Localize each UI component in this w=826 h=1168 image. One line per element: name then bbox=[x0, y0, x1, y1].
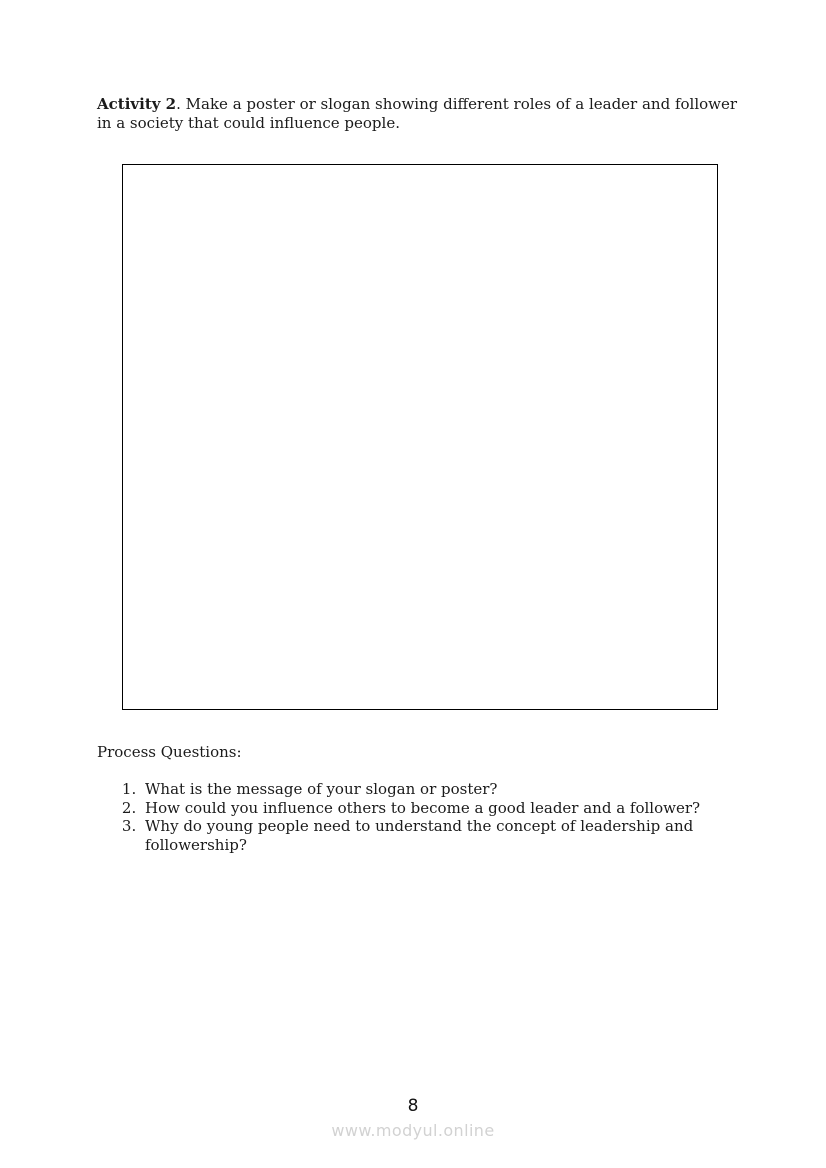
process-questions-heading: Process Questions: bbox=[97, 743, 242, 761]
activity-line-1 bbox=[97, 95, 737, 114]
activity-instruction-text: . Make a poster or slogan showing different roles of a leader and follower bbox=[176, 95, 738, 113]
question-item-1 bbox=[141, 780, 786, 799]
question-3-text-line-2: followership? bbox=[145, 835, 247, 854]
process-questions-list bbox=[97, 780, 786, 854]
question-2-text: How could you influence others to become a good leader and a follower? bbox=[145, 798, 701, 817]
watermark-text: www.modyul.online bbox=[331, 1121, 495, 1140]
activity-instructions bbox=[97, 95, 737, 132]
question-item-2 bbox=[141, 799, 786, 818]
poster-drawing-box bbox=[122, 164, 718, 710]
question-item-3 bbox=[141, 817, 786, 854]
question-1-text: What is the message of your slogan or poster? bbox=[145, 780, 498, 798]
page-number: 8 bbox=[407, 1096, 419, 1116]
activity-line-2: in a society that could influence people. bbox=[97, 113, 400, 132]
activity-label: Activity 2 bbox=[97, 95, 177, 113]
question-3-text-line-1: 3. Why do young people need to understand the concept of leadership and bbox=[145, 817, 694, 835]
